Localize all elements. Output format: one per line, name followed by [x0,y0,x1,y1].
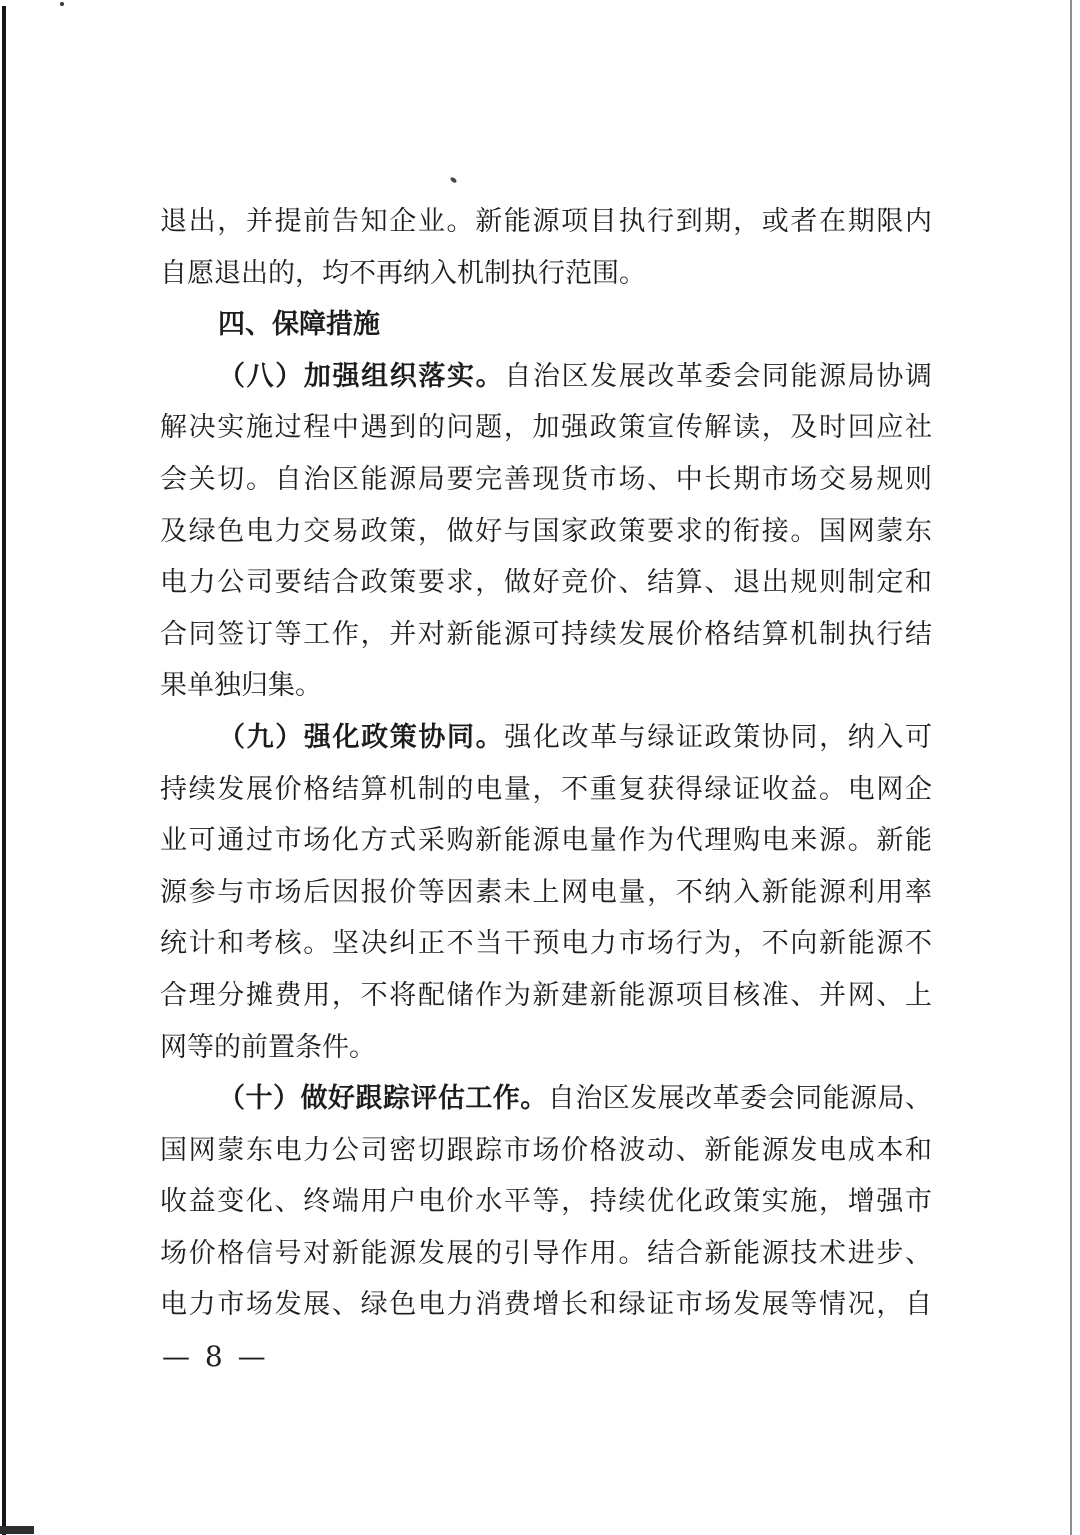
text-line [160,1176,932,1228]
text-line [160,867,932,919]
line-body-text: 自治区发展改革委会同能源局协调 [504,360,932,392]
line-body-text: 业可通过市场化方式采购新能源电量作为代理购电来源。新能 [160,825,932,857]
text-line [160,248,932,300]
scan-dust-speck-top [60,2,64,6]
text-line [160,454,932,506]
line-body-text: 持续发展价格结算机制的电量，不重复获得绿证收益。电网企 [160,773,932,805]
text-line [160,764,932,816]
line-bold-text: （九）强化政策协同。 [218,721,505,753]
line-body-text: 电力公司要结合政策要求，做好竞价、结算、退出规则制定和 [160,567,932,599]
page-number: — 8 — [162,1340,269,1373]
text-line [160,660,932,712]
line-body-text: 国网蒙东电力公司密切跟踪市场价格波动、新能源发电成本和 [160,1134,932,1166]
text-line [160,196,932,248]
line-body-text: 电力市场发展、绿色电力消费增长和绿证市场发展等情况，自 [160,1289,932,1321]
line-bold-text: 四、保障措施 [218,309,380,341]
text-line [160,1125,932,1177]
line-bold-text: （十）做好跟踪评估工作。 [218,1083,548,1115]
line-body-text: 统计和考核。坚决纠正不当干预电力市场行为，不向新能源不 [160,928,932,960]
line-body-text: 强化改革与绿证政策协同，纳入可 [504,721,932,753]
line-body-text: 源参与市场后因报价等因素未上网电量，不纳入新能源利用率 [160,876,932,908]
text-line [160,402,932,454]
page-left-edge-line [2,6,6,1535]
text-line [160,506,932,558]
scan-smudge-bottom-left [0,1526,34,1534]
line-bold-text: （八）加强组织落实。 [218,360,505,392]
line-body-text: 合理分摊费用，不将配储作为新建新能源项目核准、并网、上 [160,979,932,1011]
text-line [160,1022,932,1074]
line-body-text: 退出，并提前告知企业。新能源项目执行到期，或者在期限内 [160,206,932,237]
text-line [160,1228,932,1280]
text-line [160,351,932,403]
line-body-text: 解决实施过程中遇到的问题，加强政策宣传解读，及时回应社 [160,412,932,444]
text-line [160,557,932,609]
page-text [160,196,932,1331]
text-line [160,712,932,764]
line-body-text: 收益变化、终端用户电价水平等，持续优化政策实施，增强市 [160,1186,932,1218]
line-body-text: 自治区发展改革委会同能源局、 [547,1083,932,1115]
text-line [160,1279,932,1331]
line-body-text: 果单独归集。 [160,670,322,702]
text-line [160,815,932,867]
page-right-edge-line [1070,0,1072,1535]
text-line [160,918,932,970]
scan-dust-speck-middle [450,176,458,183]
text-line [160,970,932,1022]
line-body-text: 自愿退出的，均不再纳入机制执行范围。 [160,257,646,289]
line-body-text: 会关切。自治区能源局要完善现货市场、中长期市场交易规则 [160,463,932,495]
line-body-text: 及绿色电力交易政策，做好与国家政策要求的衔接。国网蒙东 [160,515,932,547]
line-body-text: 网等的前置条件。 [160,1031,376,1063]
text-line [160,609,932,661]
line-body-text: 合同签订等工作，并对新能源可持续发展价格结算机制执行结 [160,618,932,650]
line-body-text: 场价格信号对新能源发展的引导作用。结合新能源技术进步、 [160,1237,932,1269]
text-line [160,1073,932,1125]
text-line [160,299,932,351]
